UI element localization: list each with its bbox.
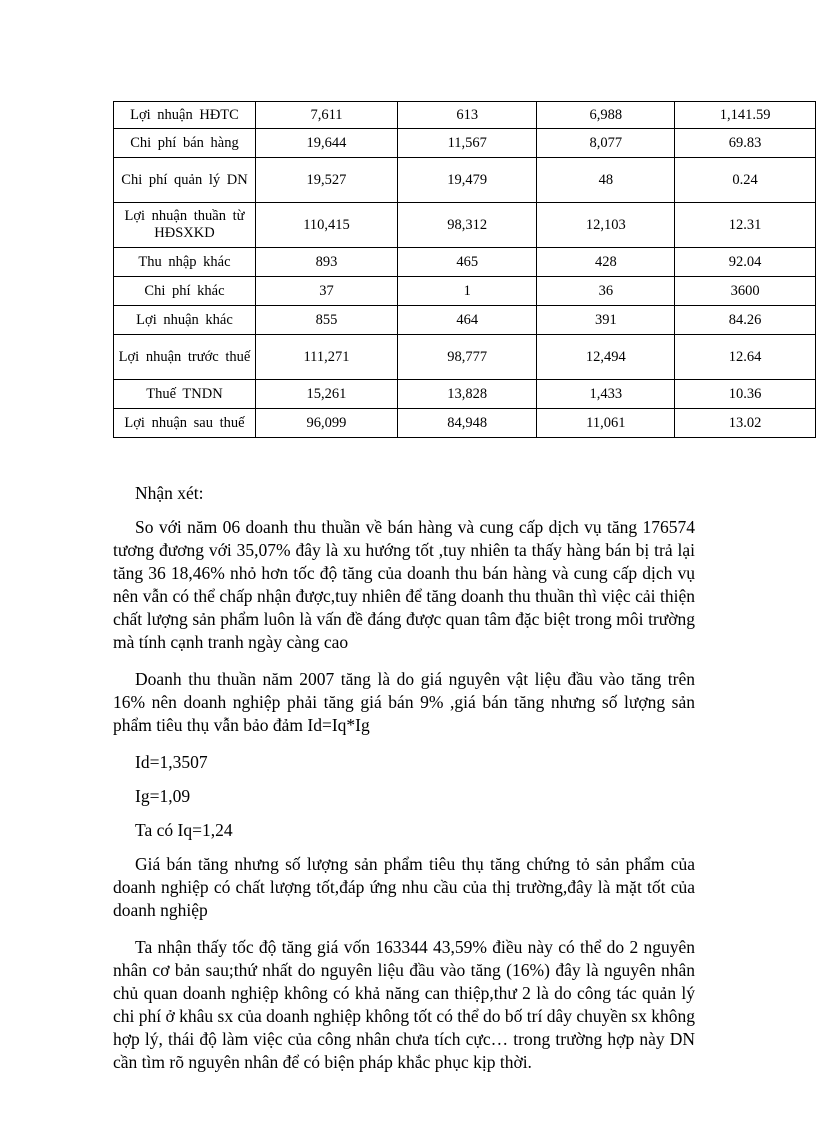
- table-row-label: Lợi nhuận sau thuế: [114, 409, 256, 438]
- equation-id: Id=1,3507: [135, 752, 208, 772]
- table-cell: 13.02: [675, 409, 816, 438]
- commentary: [113, 482, 695, 1088]
- table-row: [114, 158, 816, 203]
- table-cell: 92.04: [675, 248, 816, 277]
- table-cell: 613: [398, 102, 537, 129]
- table-cell: 12,494: [537, 335, 675, 380]
- table-cell: 11,061: [537, 409, 675, 438]
- table-cell: 6,988: [537, 102, 675, 129]
- financial-table: [113, 101, 816, 438]
- table-row-label: Thu nhập khác: [114, 248, 256, 277]
- table-row: [114, 409, 816, 438]
- table-cell: 855: [255, 306, 397, 335]
- table-cell: 464: [398, 306, 537, 335]
- table-row-label: Thuế TNDN: [114, 380, 256, 409]
- table-cell: 893: [255, 248, 397, 277]
- table-cell: 84,948: [398, 409, 537, 438]
- table-cell: 98,777: [398, 335, 537, 380]
- table-row: [114, 129, 816, 158]
- table-cell: 37: [255, 277, 397, 306]
- table-cell: 84.26: [675, 306, 816, 335]
- table-row-label: Chi phí khác: [114, 277, 256, 306]
- table-cell: 1: [398, 277, 537, 306]
- equation-iq: Ta có Iq=1,24: [135, 820, 233, 840]
- table-cell: 11,567: [398, 129, 537, 158]
- table-cell: 111,271: [255, 335, 397, 380]
- table-cell: 3600: [675, 277, 816, 306]
- commentary-paragraph-4: Ta nhận thấy tốc độ tăng giá vốn 163344 43,59% điều này có thể do 2 nguyên nhân cơ bản sau;thứ nhất do nguyên liệu đầu vào tăng (16%) đây là nguyên nhân chủ quan doanh nghiệp không có khả năng can thiệp,thư 2 là do công tác quản lý chi phí ở khâu sx của doanh nghiệp không tốt có thể do bố trí dây chuyền sx không hợp lý, thái độ làm việc của công nhân chưa tích cực… trong trường hợp này DN cần tìm rõ nguyên nhân để có biện pháp khắc phục kịp thời.: [113, 937, 695, 1072]
- equation-ig: Ig=1,09: [135, 786, 191, 806]
- table-cell: 13,828: [398, 380, 537, 409]
- table-cell: 465: [398, 248, 537, 277]
- table-cell: 12.31: [675, 203, 816, 248]
- table-row-label: Lợi nhuận thuần từ HĐSXKD: [114, 203, 256, 248]
- commentary-paragraph-3: Giá bán tăng nhưng số lượng sản phẩm tiêu thụ tăng chứng tỏ sản phẩm của doanh nghiệp có chất lượng tốt,đáp ứng nhu cầu của thị trường,đây là mặt tốt của doanh nghiệp: [113, 854, 695, 920]
- commentary-paragraph-1: So với năm 06 doanh thu thuần về bán hàng và cung cấp dịch vụ tăng 176574 tương đương với 35,07% đây là xu hướng tốt ,tuy nhiên ta thấy hàng bán bị trả lại tăng 36 18,46% nhỏ hơn tốc độ tăng của doanh thu bán hàng và cung cấp dịch vụ nên vẫn có thể chấp nhận được,tuy nhiên để tăng doanh thu thuần thì việc cải thiện chất lượng sản phẩm luôn là vấn đề đáng được quan tâm đặc biệt trong môi trường mà tính cạnh tranh ngày càng cao: [113, 517, 695, 652]
- table-row: [114, 380, 816, 409]
- table-cell: 10.36: [675, 380, 816, 409]
- commentary-paragraph-2: Doanh thu thuần năm 2007 tăng là do giá nguyên vật liệu đầu vào tăng trên 16% nên doanh nghiệp phải tăng giá bán 9% ,giá bán tăng nhưng số lượng sản phẩm tiêu thụ vẫn bảo đảm Id=Iq*Ig: [113, 669, 695, 735]
- table-cell: 8,077: [537, 129, 675, 158]
- table-cell: 36: [537, 277, 675, 306]
- financial-table-body: [114, 102, 816, 438]
- table-row-label: Lợi nhuận HĐTC: [114, 102, 256, 129]
- table-row: [114, 335, 816, 380]
- table-cell: 69.83: [675, 129, 816, 158]
- table-row: [114, 248, 816, 277]
- table-row: [114, 102, 816, 129]
- table-cell: 19,479: [398, 158, 537, 203]
- table-cell: 12.64: [675, 335, 816, 380]
- table-row: [114, 306, 816, 335]
- table-cell: 0.24: [675, 158, 816, 203]
- table-cell: 110,415: [255, 203, 397, 248]
- table-cell: 428: [537, 248, 675, 277]
- table-cell: 7,611: [255, 102, 397, 129]
- table-row: [114, 203, 816, 248]
- table-cell: 19,527: [255, 158, 397, 203]
- table-cell: 12,103: [537, 203, 675, 248]
- table-cell: 48: [537, 158, 675, 203]
- table-row-label: Lợi nhuận trước thuế: [114, 335, 256, 380]
- table-cell: 98,312: [398, 203, 537, 248]
- table-cell: 15,261: [255, 380, 397, 409]
- table-cell: 96,099: [255, 409, 397, 438]
- table-cell: 1,433: [537, 380, 675, 409]
- table-cell: 1,141.59: [675, 102, 816, 129]
- table-row: [114, 277, 816, 306]
- commentary-heading: Nhận xét:: [135, 483, 204, 503]
- table-cell: 391: [537, 306, 675, 335]
- table-row-label: Chi phí bán hàng: [114, 129, 256, 158]
- table-row-label: Chi phí quản lý DN: [114, 158, 256, 203]
- table-cell: 19,644: [255, 129, 397, 158]
- table-row-label: Lợi nhuận khác: [114, 306, 256, 335]
